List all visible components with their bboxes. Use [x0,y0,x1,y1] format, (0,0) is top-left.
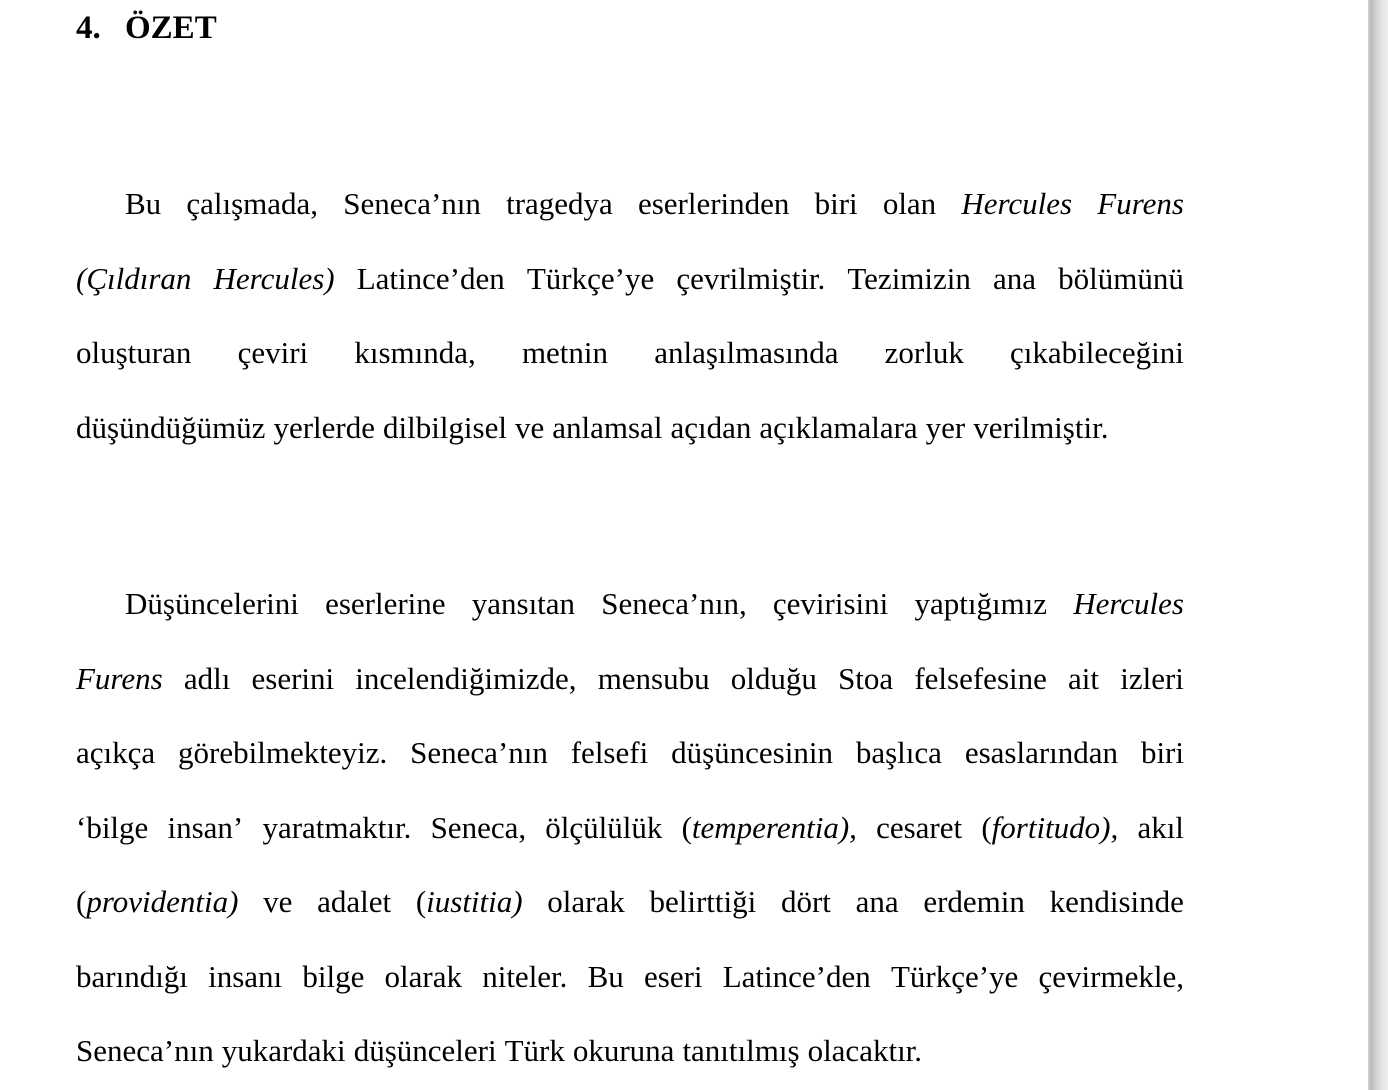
word: Seneca, [430,809,527,845]
word-part: temperentia), [691,809,857,845]
paragraph-line [76,408,1184,448]
word-part: iustitia) [426,884,523,919]
word [682,808,857,848]
word: çeviri [237,335,309,371]
word: başlıca [855,735,942,770]
word: (Çıldıran [76,260,192,296]
word: biri [1140,735,1184,770]
word: çıkabileceğini [1010,335,1184,371]
word: ölçülülük [545,809,663,845]
word: olarak [384,958,463,994]
word: ‘bilge [76,809,149,845]
paragraph-line [76,882,1184,922]
paragraph-line [125,184,1184,224]
word: yaratmaktır. [262,809,412,845]
section-title: ÖZET [125,10,217,46]
word: eserlerine [325,586,446,621]
word: barındığı [76,958,188,994]
word: açıkça [76,735,156,770]
word: bilge [302,958,365,994]
word: dilbilgisel [382,410,507,446]
word: verilmiştir. [973,410,1109,446]
word: Hercules [1073,586,1184,621]
word: Stoa [838,660,894,696]
word: insanı [208,958,283,994]
word: anlamsal [552,410,663,446]
word: Bu [125,186,162,221]
word: açıdan [670,410,752,446]
word: akıl [1137,809,1184,845]
word: zorluk [884,335,964,371]
word: mensubu [597,660,710,696]
word: tanıtılmış [682,1033,800,1068]
word-part: fortitudo), [991,809,1119,845]
word: eserlerinden [637,186,790,221]
word: Latince’den [722,958,871,994]
word: kendisinde [1049,884,1184,919]
word: esaslarından [964,735,1119,770]
word: tragedya [506,186,613,221]
paragraph-line [76,957,1184,997]
word: adlı [183,660,231,696]
word: düşüncesinin [671,735,833,770]
word: eseri [644,958,703,994]
word: düşünceleri [353,1033,497,1068]
word: ana [993,260,1037,296]
word: görebilmekteyiz. [178,735,388,770]
word: erdemin [923,884,1025,919]
word: yerlerde [273,410,375,446]
word: olacaktır. [807,1033,923,1068]
word-part: ( [981,809,992,845]
word: Furens [1097,186,1184,221]
word: çevrilmiştir. [676,260,826,296]
word: kısmında, [354,335,476,371]
word: Latince’den [356,260,505,296]
word [981,808,1118,848]
word-part: ( [76,884,87,919]
word [76,882,238,922]
word: düşündüğümüz [76,410,266,446]
word: Furens [76,660,163,696]
word: olan [882,186,937,221]
word: açıklamalara [759,410,918,446]
word: niteler. [482,958,568,994]
word: dört [780,884,831,919]
word: çevirisini [772,586,889,621]
word: yansıtan [471,586,576,621]
word: ve [263,884,293,919]
word: incelendiğimizde, [355,660,577,696]
word: Hercules [961,186,1073,221]
word: olduğu [730,660,817,696]
word: Seneca’nın, [601,586,747,621]
word: ait [1068,660,1100,696]
word: izleri [1120,660,1184,696]
word: adalet [317,884,392,919]
word: Seneca’nın [410,735,548,770]
word: belirttiği [649,884,757,919]
word: Bu [587,958,624,994]
section-heading [76,8,217,48]
word: felsefi [570,735,649,770]
paragraph-line [76,808,1184,848]
word-part: ( [681,809,692,845]
word: Seneca’nın [343,186,481,221]
section-number: 4. [76,10,101,46]
word [416,882,523,922]
word: çevirmekle, [1038,958,1184,994]
word: okuruna [572,1033,675,1068]
paragraph-line [76,733,1184,773]
word: Tezimizin [847,260,971,296]
word: yer [925,410,966,446]
word: anlaşılmasında [654,335,839,371]
word: Türkçe’ye [526,260,655,296]
word: Türkçe’ye [890,958,1019,994]
paragraph-line [76,1031,1184,1071]
word-part: providentia) [86,884,239,919]
word: cesaret [876,809,963,845]
word: ve [514,410,545,446]
word: Türk [504,1033,565,1068]
word: Hercules) [213,260,335,296]
word: oluşturan [76,335,192,371]
paragraph-line [76,333,1184,373]
paragraph-line [125,584,1184,624]
word: eserini [251,660,335,696]
word: olarak [547,884,625,919]
page-edge-shadow [1368,0,1388,1090]
word: biri [814,186,858,221]
word: Seneca’nın [76,1033,214,1068]
word: Düşüncelerini [125,586,299,621]
paragraph-line [76,659,1184,699]
word: yukardaki [221,1033,346,1068]
word-part: ( [415,884,427,919]
word: metnin [521,335,609,371]
word: bölümünü [1058,260,1184,296]
word: yaptığımız [914,586,1048,621]
paragraph-line [76,259,1184,299]
word: felsefesine [914,660,1047,696]
word: çalışmada, [186,186,319,221]
word: insan’ [167,809,244,845]
word: ana [855,884,899,919]
